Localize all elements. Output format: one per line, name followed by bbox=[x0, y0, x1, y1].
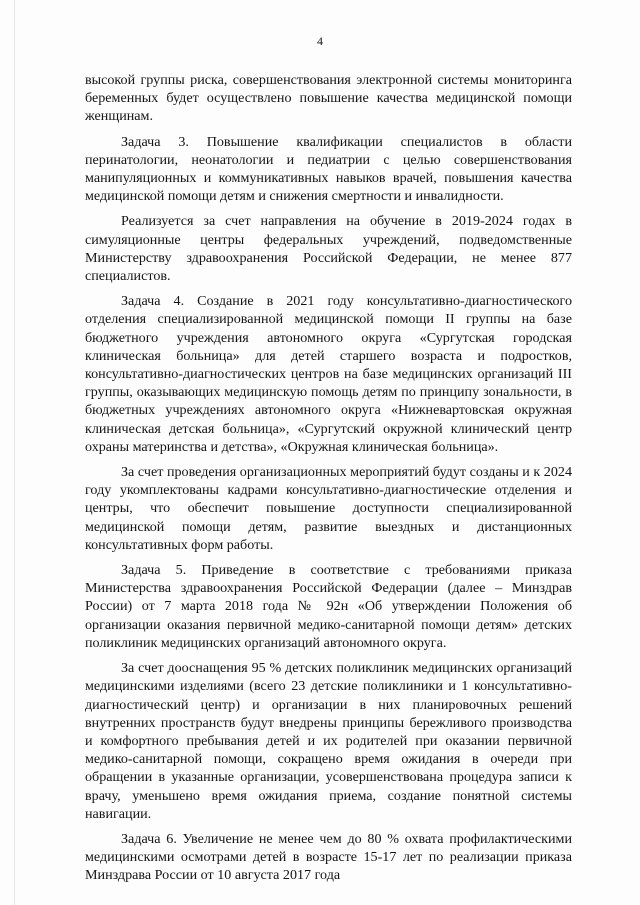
paragraph-task-5: Задача 5. Приведение в соответствие с требованиями приказа Министерства здравоохранения Российской Федерации (далее – Минздрав России) от 7 марта 2018 года № 92н «Об утверждении Положения об организации оказания первичной медико-санитарной помощи детям» детских поликлиник медицинских организаций автономного округа. bbox=[85, 562, 572, 651]
body-text bbox=[85, 71, 572, 885]
paragraph-continuation: высокой группы риска, совершенствования электронной системы мониторинга беременных будет осуществлено повышение качества медицинской помощи женщинам. bbox=[85, 72, 572, 125]
paragraph-task-4-implementation: За счет проведения организационных мероприятий будут созданы и к 2024 году укомплектованы кадрами консультативно-диагностические отделения и центры, что обеспечит повышение доступности специализированной медицинской помощи детям, развитие выездных и дистанционных консультативных форм работы. bbox=[85, 464, 572, 553]
paragraph-task-3-implementation: Реализуется за счет направления на обучение в 2019-2024 годах в симуляционные центры федеральных учреждений, подведомственные Министерству здравоохранения Российской Федерации, не менее 877 специалистов. bbox=[85, 213, 572, 285]
paragraph-task-4: Задача 4. Создание в 2021 году консультативно-диагностического отделения специализированной медицинской помощи II группы на базе бюджетного учреждения автономного округа «Сургутская городская клиническая больница» для детей старшего возраста и подростков, консультативно-диагностических центров на базе медицинских организаций III группы, оказывающих медицинскую помощь детям по принципу зональности, в бюджетных учреждениях автономного округа «Нижневартовская окружная клиническая детская больница», «Сургутский окружной клинический центр охраны материнства и детства», «Окружная клиническая больница». bbox=[85, 293, 572, 455]
paragraph-task-5-implementation: За счет дооснащения 95 % детских поликлиник медицинских организаций медицинскими изделиями (всего 23 детские поликлиники и 1 консультативно-диагностический центр) и организации в них планировочных решений внутренних пространств будут внедрены принципы бережливого производства и комфортного пребывания детей и их родителей при оказании первичной медико-санитарной помощи, сокращено время ожидания в очереди при обращении в указанные организации, усовершенствована процедура записи к врачу, уменьшено время ожидания приема, создание понятной системы навигации. bbox=[85, 660, 572, 822]
page-number: 4 bbox=[317, 34, 323, 48]
scan-edge bbox=[14, 0, 15, 905]
paragraph-task-3: Задача 3. Повышение квалификации специалистов в области перинатологии, неонатологии и педиатрии с целью совершенствования манипуляционных и коммуникативных навыков врачей, повышения качества медицинской помощи детям и снижения смертности и инвалидности. bbox=[85, 133, 572, 205]
paragraph-task-6: Задача 6. Увеличение не менее чем до 80 % охвата профилактическими медицинскими осмотрами детей в возрасте 15-17 лет по реализации приказа Минздрава России от 10 августа 2017 года bbox=[85, 830, 572, 884]
